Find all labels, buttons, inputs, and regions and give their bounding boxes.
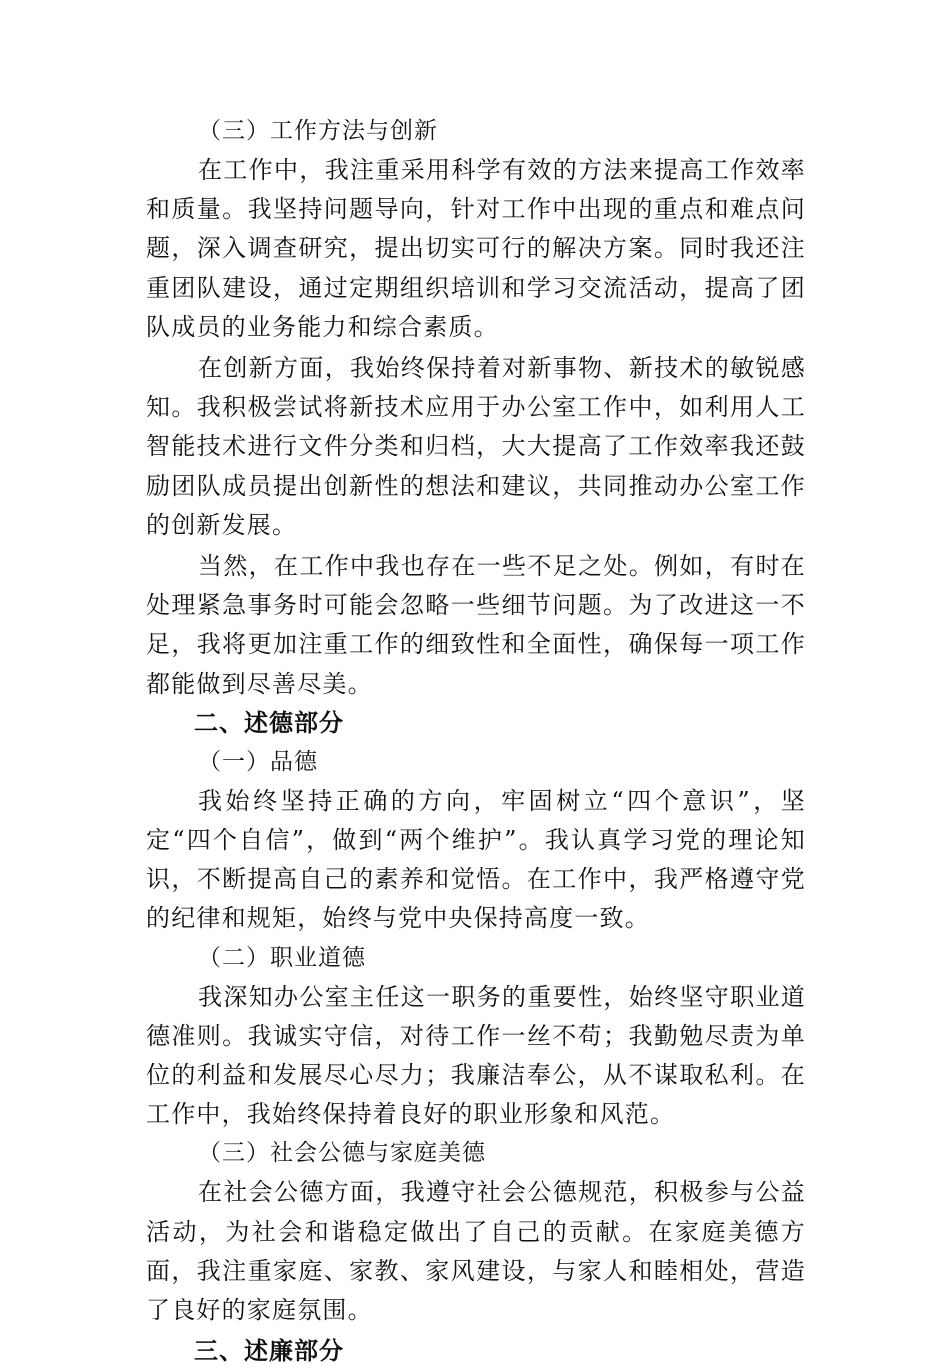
paragraph-shortcomings: 当然，在工作中我也存在一些不足之处。例如，有时在处理紧急事务时可能会忽略一些细节问题。为了改进这一不足，我将更加注重工作的细致性和全面性，确保每一项工作都能做到尽善尽美。 bbox=[146, 552, 806, 698]
paragraph-innovation: 在创新方面，我始终保持着对新事物、新技术的敏锐感知。我积极尝试将新技术应用于办公室工作中，如利用人工智能技术进行文件分类和归档，大大提高了工作效率我还鼓励团队成员提出创新性的想法和建议，共同推动办公室工作的创新发展。 bbox=[146, 354, 806, 539]
paragraph-character: 我始终坚持正确的方向，牢固树立“四个意识”，坚定“四个自信”，做到“两个维护”。我认真学习党的理论知识，不断提高自己的素养和觉悟。在工作中，我严格遵守党的纪律和规矩，始终与党中央保持高度一致。 bbox=[146, 786, 806, 933]
section-heading-integrity: 三、述廉部分 bbox=[194, 1337, 344, 1366]
document-body bbox=[146, 112, 806, 1371]
subsection-heading-social-family-virtue: （三）社会公德与家庭美德 bbox=[198, 1140, 486, 1167]
paragraph-social-family-virtue: 在社会公德方面，我遵守社会公德规范，积极参与公益活动，为社会和谐稳定做出了自己的贡献。在家庭美德方面，我注重家庭、家教、家风建设，与家人和睦相处，营造了良好的家庭氛围。 bbox=[146, 1178, 806, 1325]
paragraph-professional-ethics: 我深知办公室主任这一职务的重要性，始终坚守职业道德准则。我诚实守信，对待工作一丝不苟；我勤勉尽责为单位的利益和发展尽心尽力；我廉洁奉公，从不谋取私利。在工作中，我始终保持着良好的职业形象和风范。 bbox=[146, 982, 806, 1129]
subsection-heading-character: （一）品德 bbox=[198, 748, 318, 775]
paragraph-work-methods: 在工作中，我注重采用科学有效的方法来提高工作效率和质量。我坚持问题导向，针对工作中出现的重点和难点问题，深入调查研究，提出切实可行的解决方案。同时我还注重团队建设，通过定期组织培训和学习交流活动，提高了团队成员的业务能力和综合素质。 bbox=[146, 156, 806, 341]
section-heading-morality: 二、述德部分 bbox=[194, 708, 344, 737]
section-heading-work-methods: （三）工作方法与创新 bbox=[198, 118, 438, 144]
subsection-heading-professional-ethics: （二）职业道德 bbox=[198, 944, 366, 971]
